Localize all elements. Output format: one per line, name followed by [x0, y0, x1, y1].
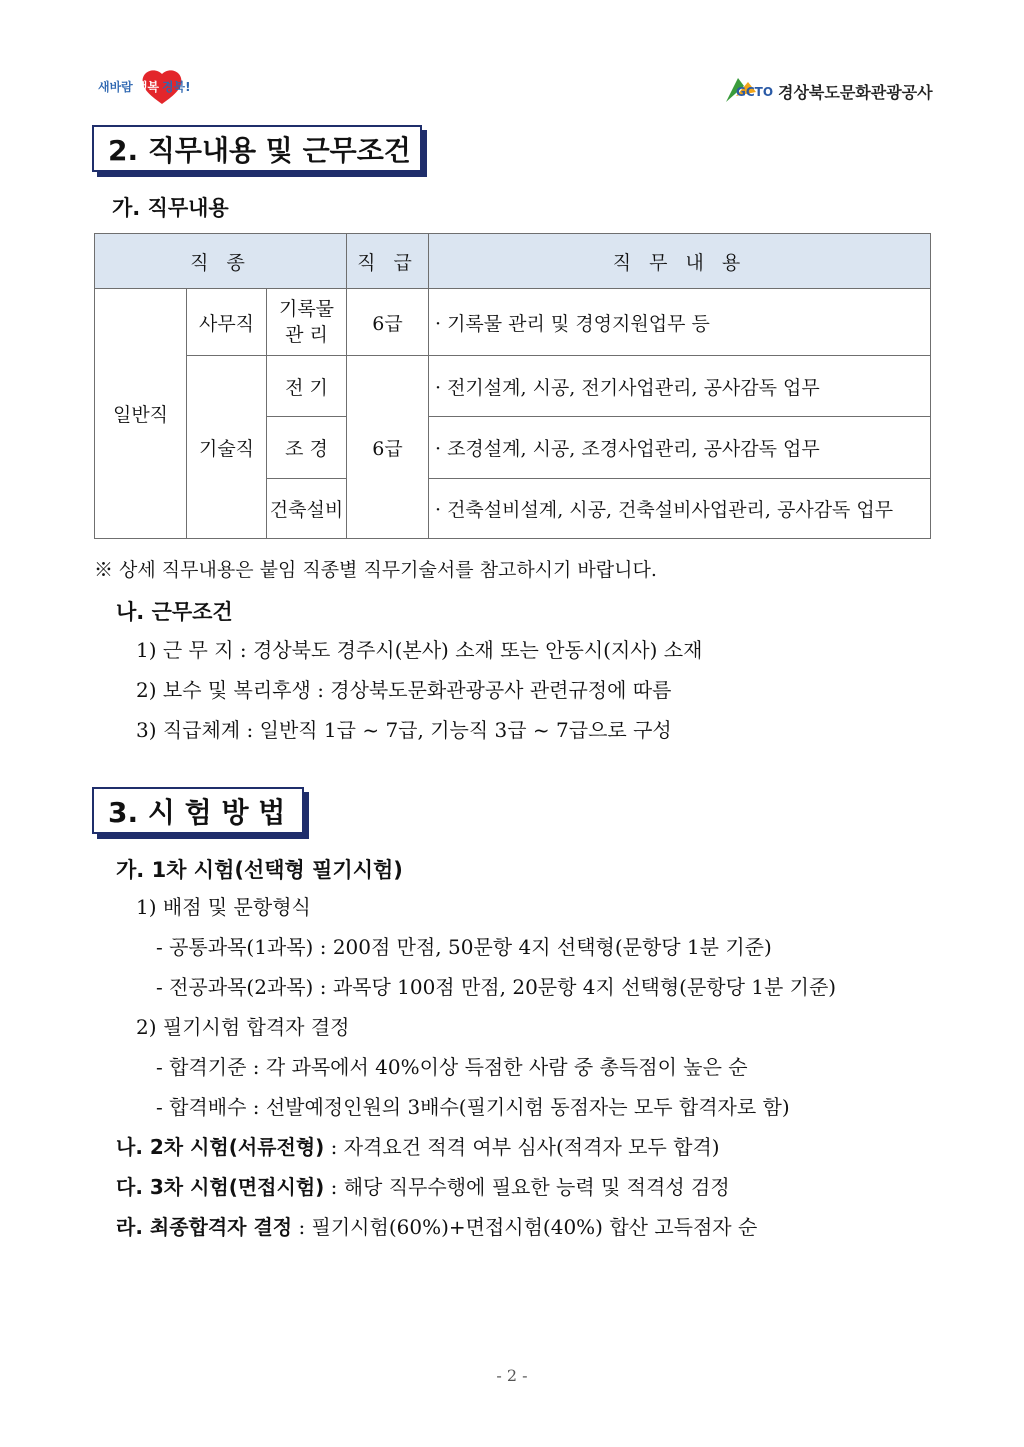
exam-3	[116, 1173, 730, 1201]
field-electric: 전 기	[267, 356, 347, 417]
table-header-row	[95, 234, 931, 289]
exam-1-title: 가. 1차 시험(선택형 필기시험)	[116, 858, 403, 882]
field-records: 기록물 관 리	[267, 289, 347, 356]
exam-2	[116, 1133, 720, 1161]
header-job-type: 직 종	[95, 234, 347, 289]
header-grade: 직 급	[347, 234, 429, 289]
condition-item: 2) 보수 및 복리후생 : 경상북도문화관광공사 관련규정에 따름	[136, 678, 672, 702]
duty-electric: · 전기설계, 시공, 전기사업관리, 공사감독 업무	[429, 356, 931, 417]
final-selection-label: 라. 최종합격자 결정	[116, 1215, 293, 1239]
field-building-equipment: 건축설비	[267, 479, 347, 539]
exam-1-item: - 합격기준 : 각 과목에서 40%이상 득점한 사람 중 총득점이 높은 순	[156, 1055, 748, 1079]
duty-office: · 기록물 관리 및 경영지원업무 등	[429, 289, 931, 356]
gcto-logo	[722, 74, 942, 108]
sub-heading-conditions: 나. 근무조건	[116, 600, 233, 624]
section-3-title-box	[92, 787, 304, 834]
slogan-left: 새바람	[98, 80, 133, 94]
condition-item: 1) 근 무 지 : 경상북도 경주시(본사) 소재 또는 안동시(지사) 소재	[136, 638, 703, 662]
table-row	[95, 289, 931, 356]
exam-3-text: : 해당 직무수행에 필요한 능력 및 적격성 검정	[324, 1175, 730, 1199]
duty-note: ※ 상세 직무내용은 붙임 직종별 직무기술서를 참고하시기 바랍니다.	[94, 559, 657, 581]
field-landscape: 조 경	[267, 417, 347, 479]
gcto-logo-text: GCTO	[736, 85, 774, 99]
grade-office: 6급	[347, 289, 429, 356]
duty-building-equipment: · 건축설비설계, 시공, 건축설비사업관리, 공사감독 업무	[429, 479, 931, 539]
page-number: - 2 -	[496, 1366, 528, 1385]
exam-1-point-1: 1) 배점 및 문항형식	[136, 895, 311, 919]
exam-2-label: 나. 2차 시험(서류전형)	[116, 1135, 325, 1159]
section-2-title-box	[92, 125, 422, 172]
category-office: 사무직	[187, 289, 267, 356]
org-name: 경상북도문화관광공사	[778, 83, 933, 102]
slogan-right: 경북!	[161, 80, 191, 94]
exam-1-item: - 공통과목(1과목) : 200점 만점, 50문항 4지 선택형(문항당 1분 기준)	[156, 935, 772, 959]
exam-1-item: - 전공과목(2과목) : 과목당 100점 만점, 20문항 4지 선택형(문항당 1분 기준)	[156, 975, 837, 999]
final-selection	[116, 1213, 757, 1241]
exam-2-text: : 자격요건 적격 여부 심사(적격자 모두 합격)	[324, 1135, 720, 1159]
header-duty: 직 무 내 용	[429, 234, 931, 289]
section-2-title: 2. 직무내용 및 근무조건	[108, 133, 411, 167]
gyeongbuk-slogan-logo	[96, 68, 216, 108]
exam-3-label: 다. 3차 시험(면접시험)	[116, 1175, 325, 1199]
sub-heading-duties: 가. 직무내용	[112, 196, 229, 220]
final-selection-text: : 필기시험(60%)+면접시험(40%) 합산 고득점자 순	[292, 1215, 758, 1239]
duty-landscape: · 조경설계, 시공, 조경사업관리, 공사감독 업무	[429, 417, 931, 479]
exam-1-item: - 합격배수 : 선발예정인원의 3배수(필기시험 동점자는 모두 합격자로 함)	[156, 1095, 790, 1119]
section-3-title: 3. 시 험 방 법	[108, 795, 286, 829]
slogan-mid: 행복	[135, 80, 159, 94]
job-group: 일반직	[95, 289, 187, 539]
grade-tech: 6급	[347, 356, 429, 539]
exam-1-point-2: 2) 필기시험 합격자 결정	[136, 1015, 350, 1039]
table-row	[95, 356, 931, 417]
condition-item: 3) 직급체계 : 일반직 1급 ~ 7급, 기능직 3급 ~ 7급으로 구성	[136, 718, 672, 742]
category-tech: 기술직	[187, 356, 267, 539]
duty-table	[94, 233, 931, 539]
